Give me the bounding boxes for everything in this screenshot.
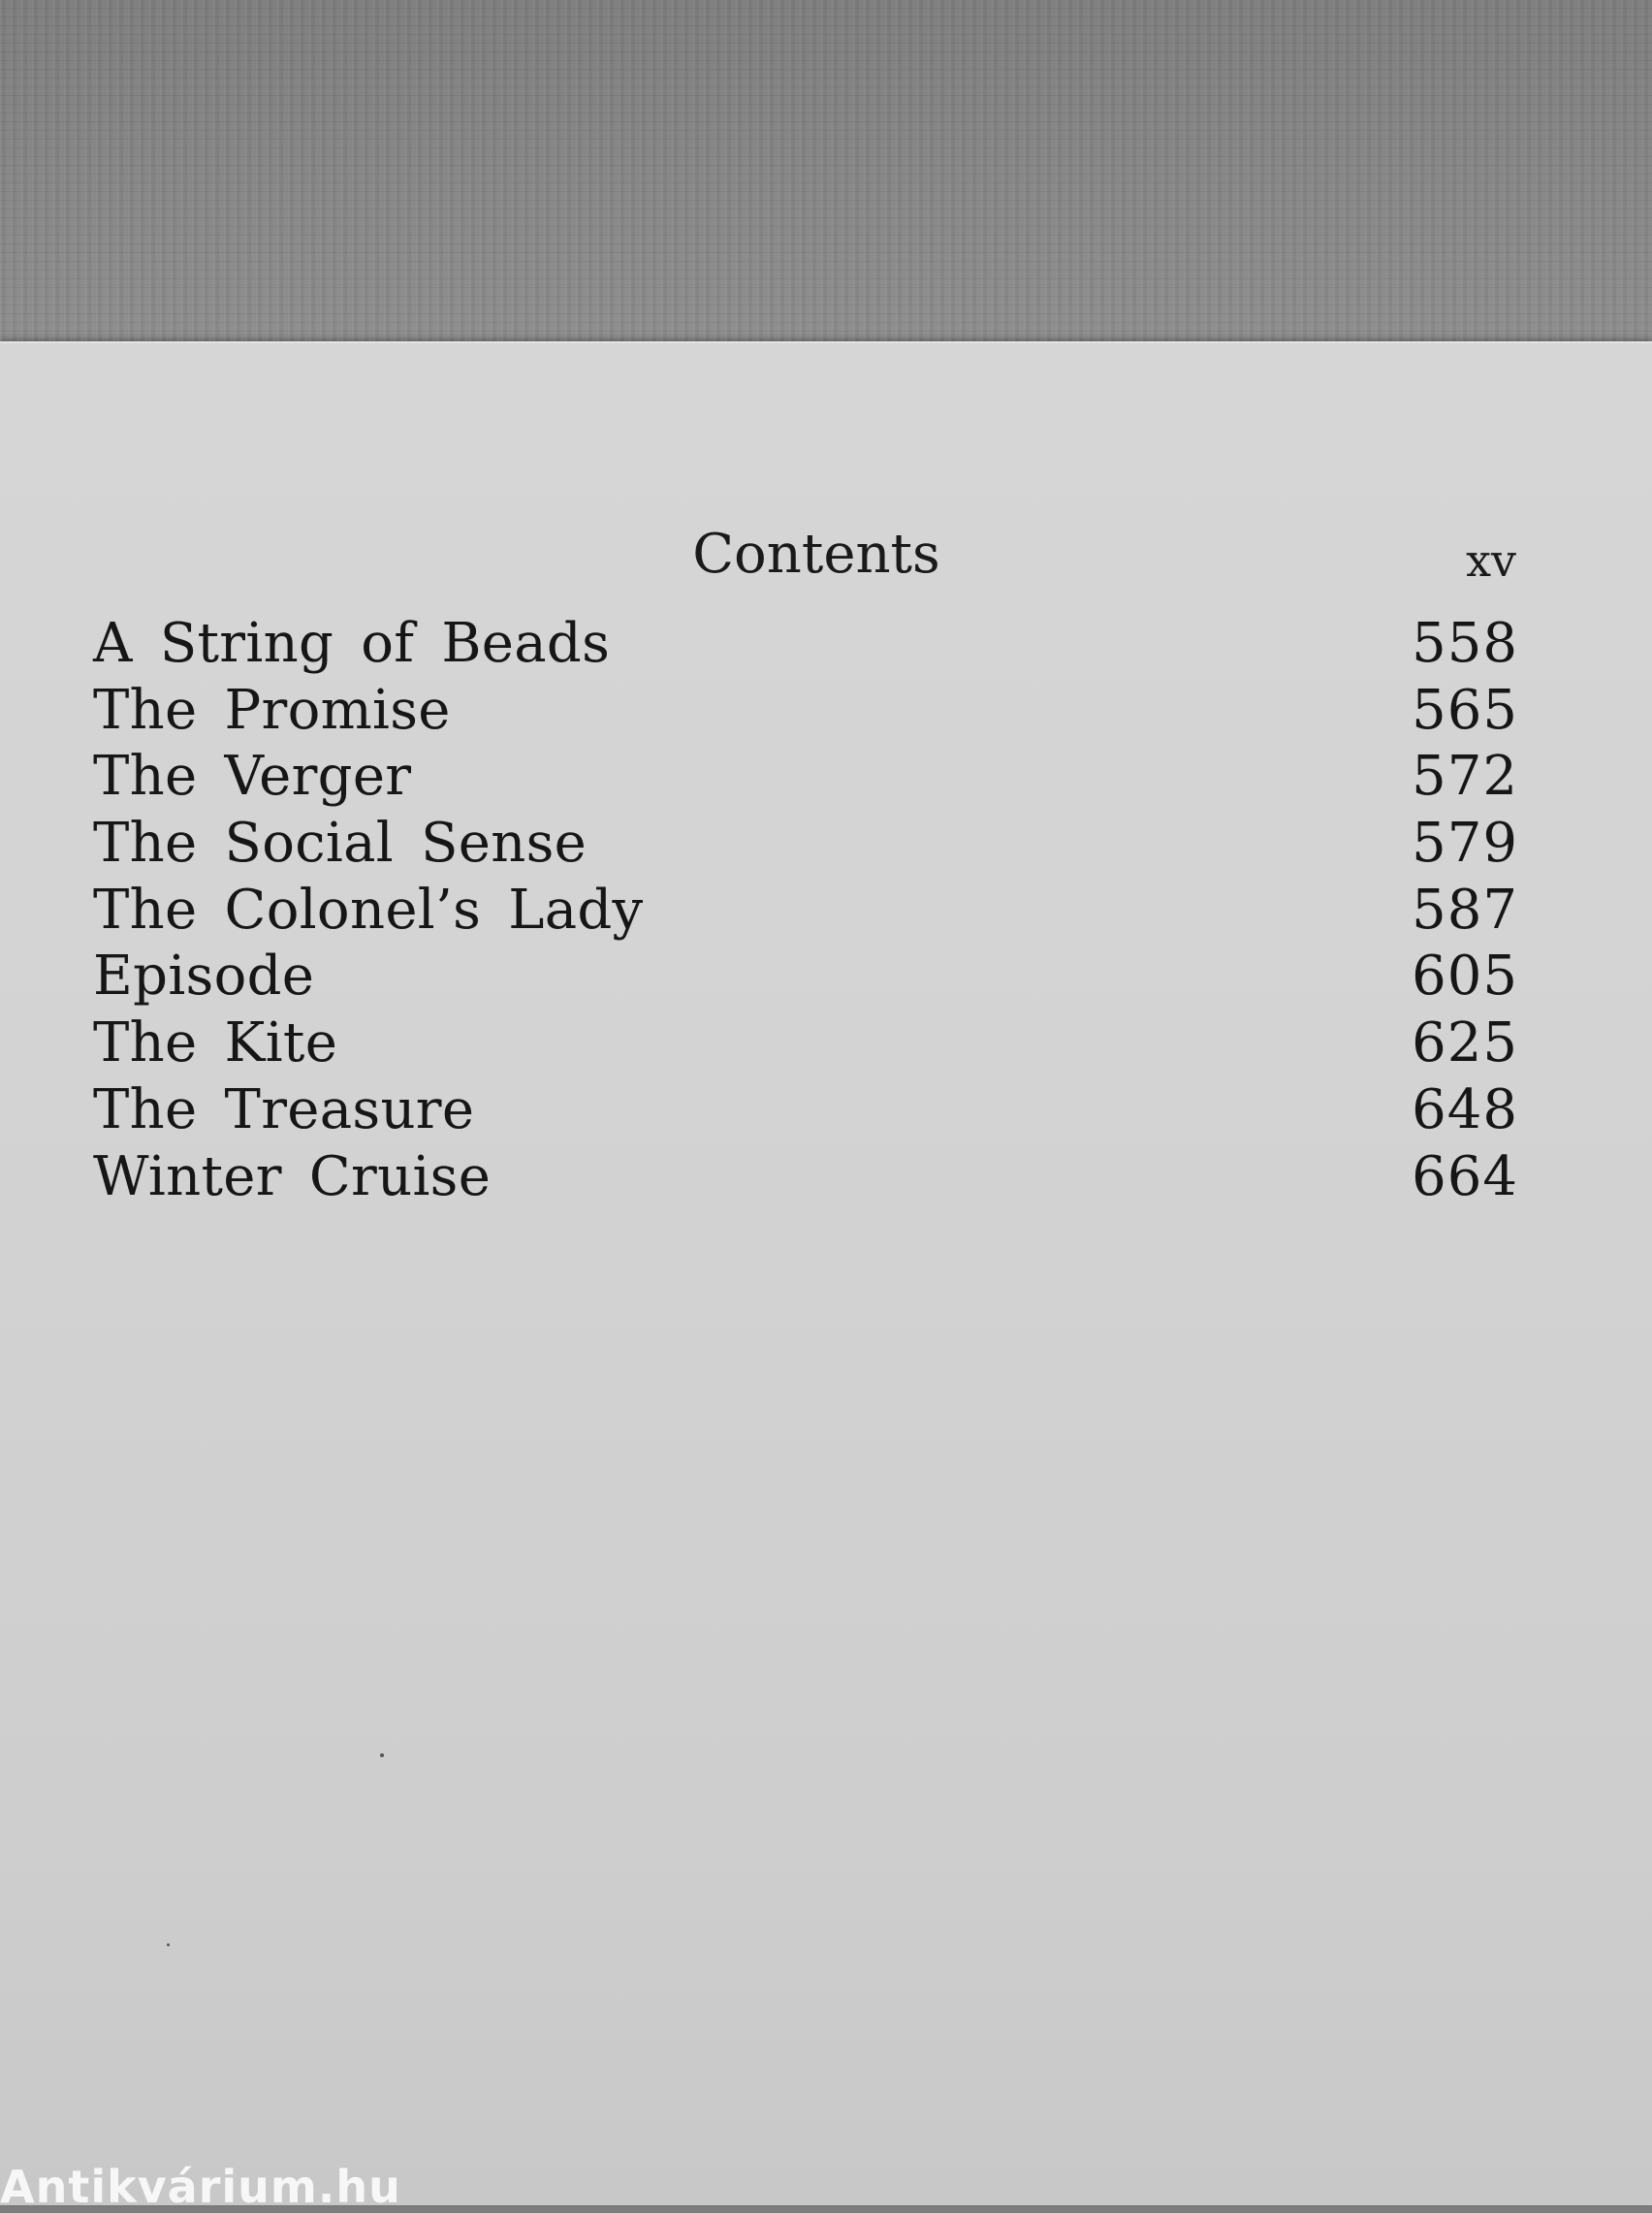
toc-entry: [93, 744, 1518, 811]
toc-entry: [93, 1144, 1518, 1211]
toc-entry: [93, 878, 1518, 945]
toc-entry-title: The Promise: [93, 678, 451, 742]
toc-entry-page: 648: [1412, 1077, 1518, 1141]
toc-entry-title: The Verger: [93, 745, 412, 809]
toc-entry: [93, 1010, 1518, 1077]
page-title: Contents: [692, 523, 940, 586]
toc-entry-page: 605: [1412, 945, 1518, 1009]
table-of-contents: [93, 611, 1518, 1210]
toc-entry-title: The Treasure: [93, 1077, 475, 1141]
page-number: xv: [1466, 534, 1516, 587]
toc-entry-page: 558: [1412, 612, 1518, 675]
toc-entry: [93, 944, 1518, 1010]
toc-entry: [93, 1077, 1518, 1144]
toc-entry-title: Winter Cruise: [93, 1144, 492, 1208]
paper-speck: [380, 1753, 384, 1757]
toc-entry: [93, 678, 1518, 745]
toc-entry-title: A String of Beads: [93, 612, 611, 675]
toc-entry-page: 579: [1412, 812, 1518, 876]
toc-entry-title: The Social Sense: [93, 812, 588, 876]
toc-entry: [93, 811, 1518, 878]
toc-entry-page: 587: [1412, 878, 1518, 942]
toc-entry-title: The Colonel’s Lady: [93, 878, 644, 942]
toc-entry-page: 625: [1412, 1011, 1518, 1075]
watermark-text: Antikvárium.hu: [0, 2161, 401, 2213]
paper-speck: [167, 1943, 170, 1946]
toc-entry-title: The Kite: [93, 1011, 338, 1075]
toc-entry-title: Episode: [93, 945, 315, 1009]
toc-entry: [93, 611, 1518, 678]
table-surface-background: [0, 0, 1652, 349]
toc-entry-page: 572: [1412, 745, 1518, 809]
toc-entry-page: 664: [1412, 1144, 1518, 1208]
toc-entry-page: 565: [1412, 678, 1518, 742]
